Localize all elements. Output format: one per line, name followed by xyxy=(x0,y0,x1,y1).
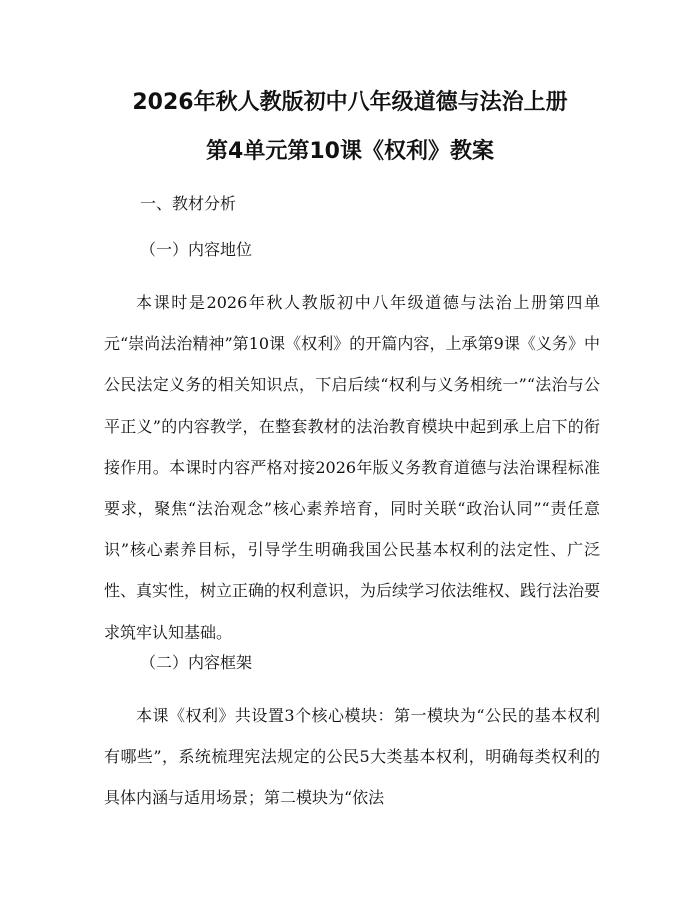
section-heading-textbook-analysis: 一、教材分析 xyxy=(140,194,237,213)
paragraph-content-position: 本课时是2026年秋人教版初中八年级道德与法治上册第四单元“崇尚法治精神”第10课《权利》的开篇内容，上承第9课《义务》中公民法定义务的相关知识点，下启后续“权利与义务相统一”“法治与公平正义”的内容教学，在整套教材的法治教育模块中起到承上启下的衔接作用。本课时内容严格对接2026年版义务教育道德与法治课程标准要求，聚焦“法治观念”核心素养培育，同时关联“政治认同”“责任意识”核心素养目标，引导学生明确我国公民基本权利的法定性、广泛性、真实性，树立正确的权利意识，为后续学习依法维权、践行法治要求筑牢认知基础。 xyxy=(104,293,601,642)
document-title-line-1: 2026年秋人教版初中八年级道德与法治上册 xyxy=(132,90,568,115)
subsection-heading-content-position: （一）内容地位 xyxy=(140,240,253,259)
document-title-line-2: 第4单元第10课《权利》教案 xyxy=(206,139,494,164)
subsection-heading-content-framework: （二）内容框架 xyxy=(140,653,253,672)
paragraph-content-framework: 本课《权利》共设置3个核心模块：第一模块为“公民的基本权利有哪些”，系统梳理宪法规定的公民5大类基本权利，明确每类权利的具体内涵与适用场景；第二模块为“依法 xyxy=(104,706,600,808)
